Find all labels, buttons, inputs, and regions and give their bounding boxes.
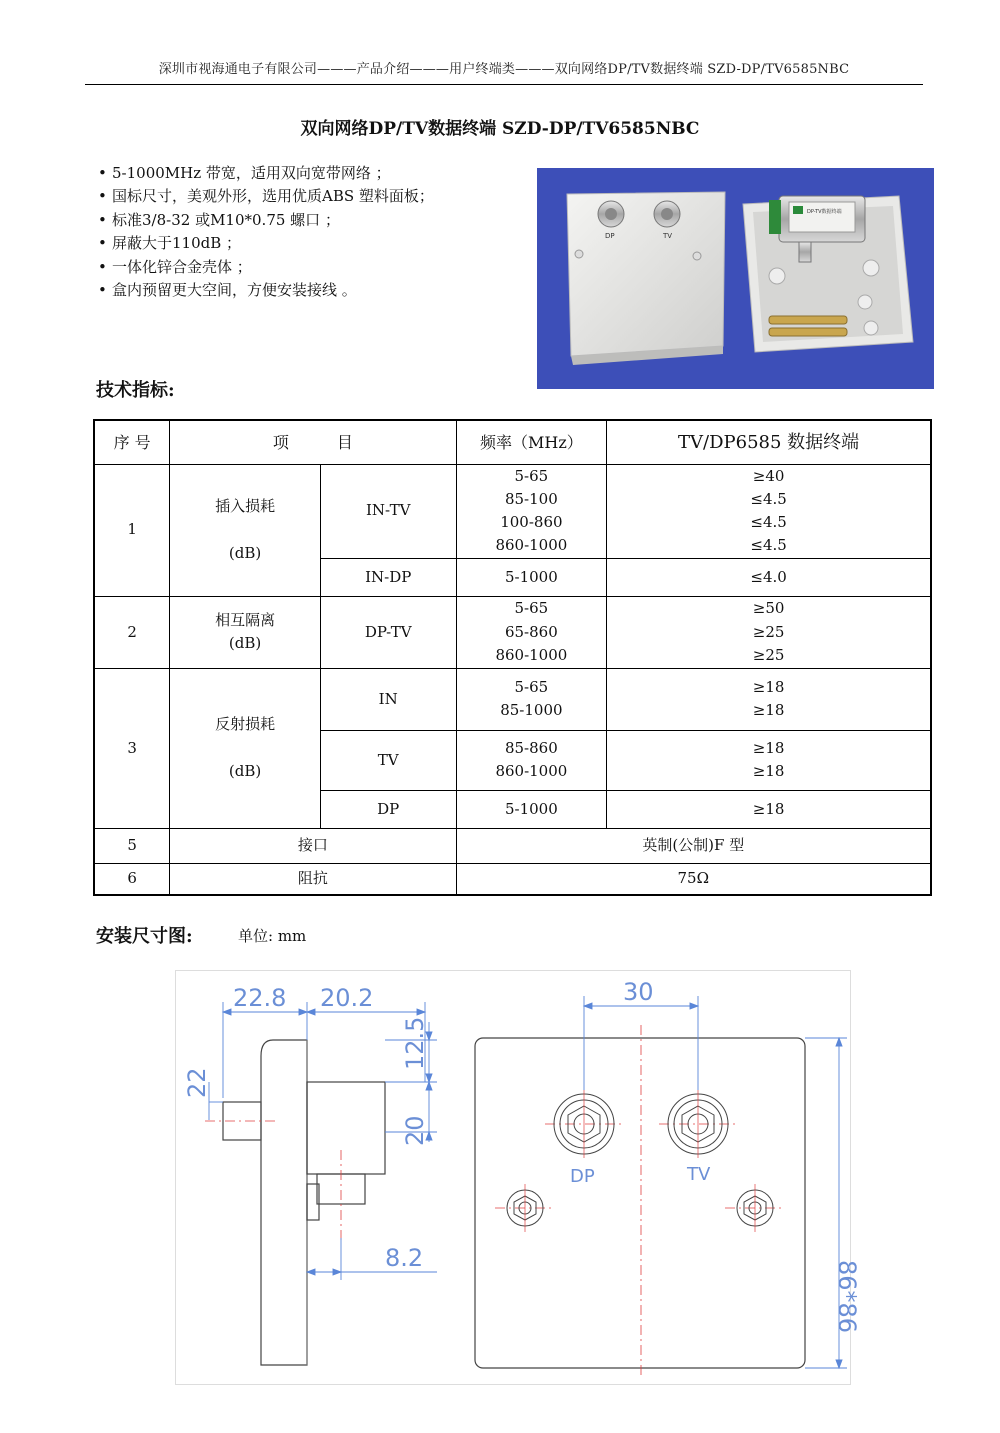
freq-cell: 5-65 85-1000 <box>456 668 607 730</box>
header-cell: TV/DP6585 数据终端 <box>607 420 931 464</box>
dim-22: 22 <box>183 1067 211 1098</box>
sub-item-cell: DP <box>320 790 456 828</box>
header-cell: 项 目 <box>170 420 456 464</box>
item-cell: 反射损耗 (dB) <box>170 668 321 828</box>
value-cell: ≥18 ≥18 <box>607 668 931 730</box>
dimension-drawing <box>175 970 861 1385</box>
product-photo <box>537 168 934 389</box>
sub-item-cell: IN-TV <box>320 464 456 558</box>
row-number: 2 <box>94 596 170 668</box>
front-crosshairs <box>525 1090 755 1232</box>
header-cell: 序 号 <box>94 420 170 464</box>
front-dp-label: DP <box>570 1166 595 1187</box>
item-cell: 阻抗 <box>170 863 456 895</box>
sub-item-cell: DP-TV <box>320 596 456 668</box>
feature-item: • 国标尺寸，美观外形，选用优质ABS 塑料面板； <box>98 187 434 206</box>
install-drawing <box>175 970 861 1385</box>
side-view <box>223 1040 385 1365</box>
row-number: 6 <box>94 863 170 895</box>
photo-tv-label: TV <box>663 232 673 240</box>
row-number: 1 <box>94 464 170 596</box>
freq-cell: 85-860 860-1000 <box>456 730 607 790</box>
header-divider <box>85 84 923 85</box>
feature-item: • 标准3/8-32 或M10*0.75 螺口 ； <box>98 210 340 229</box>
dim-22.8: 22.8 <box>233 984 287 1012</box>
freq-cell: 5-65 85-100 100-860 860-1000 <box>456 464 607 558</box>
value-cell: ≥40 ≤4.5 ≤4.5 ≤4.5 <box>607 464 931 558</box>
photo-dp-label: DP <box>605 232 615 240</box>
page-header: 深圳市视海通电子有限公司———产品介绍———用户终端类———双向网络DP/TV数据终端 SZD-DP/TV6585NBC <box>158 62 850 77</box>
dim-86x86: 86*86 <box>833 1260 861 1334</box>
item-cell: 相互隔离 (dB) <box>170 596 321 668</box>
value-cell: ≤4.0 <box>607 558 931 596</box>
dim-20.2: 20.2 <box>320 984 374 1012</box>
spec-table <box>93 419 932 896</box>
dim-8.2: 8.2 <box>385 1244 424 1272</box>
freq-cell: 5-1000 <box>456 558 607 596</box>
table-row <box>94 668 931 730</box>
dim-30: 30 <box>623 978 654 1006</box>
value-cell: ≥18 ≥18 <box>607 730 931 790</box>
front-centerlines <box>495 1025 785 1375</box>
item-cell: 接口 <box>170 828 456 863</box>
freq-cell: 5-65 65-860 860-1000 <box>456 596 607 668</box>
front-view-plate <box>475 1038 805 1368</box>
page-title: 双向网络DP/TV数据终端 SZD-DP/TV6585NBC <box>300 119 700 139</box>
item-cell: 插入损耗 (dB) <box>170 464 321 596</box>
feature-item: • 屏蔽大于110dB ； <box>98 234 242 253</box>
value-cell: ≥50 ≥25 ≥25 <box>607 596 931 668</box>
value-cell: 英制(公制)F 型 <box>456 828 931 863</box>
side-centerlines <box>205 1121 341 1240</box>
install-unit: 单位: mm <box>238 927 307 945</box>
install-section-title: 安装尺寸图: <box>96 926 193 947</box>
front-dimensions <box>584 996 847 1368</box>
feature-item: • 一体化锌合金壳体 ； <box>98 257 252 276</box>
sub-item-cell: IN-DP <box>320 558 456 596</box>
value-cell: 75Ω <box>456 863 931 895</box>
freq-cell: 5-1000 <box>456 790 607 828</box>
dim-20: 20 <box>401 1115 429 1146</box>
front-tv-label: TV <box>687 1164 711 1185</box>
product-photo-illustration <box>537 168 934 389</box>
front-connectors <box>507 1094 773 1226</box>
table-row <box>94 464 931 558</box>
table-header-row <box>94 420 931 464</box>
table-row <box>94 596 931 668</box>
row-number: 5 <box>94 828 170 863</box>
dim-12.5: 12.5 <box>401 1016 429 1070</box>
feature-item: • 盒内预留更大空间，方便安装接线 。 <box>98 281 357 300</box>
sub-item-cell: IN <box>320 668 456 730</box>
table-row <box>94 828 931 863</box>
header-cell: 频率（MHz） <box>456 420 607 464</box>
value-cell: ≥18 <box>607 790 931 828</box>
photo-module-label: DP-TV数据终端 <box>807 209 842 215</box>
table-row <box>94 863 931 895</box>
feature-item: • 5-1000MHz 带宽，适用双向宽带网络 ； <box>98 164 391 182</box>
spec-section-title: 技术指标: <box>96 380 175 401</box>
feature-list <box>98 162 528 302</box>
row-number: 3 <box>94 668 170 828</box>
sub-item-cell: TV <box>320 730 456 790</box>
